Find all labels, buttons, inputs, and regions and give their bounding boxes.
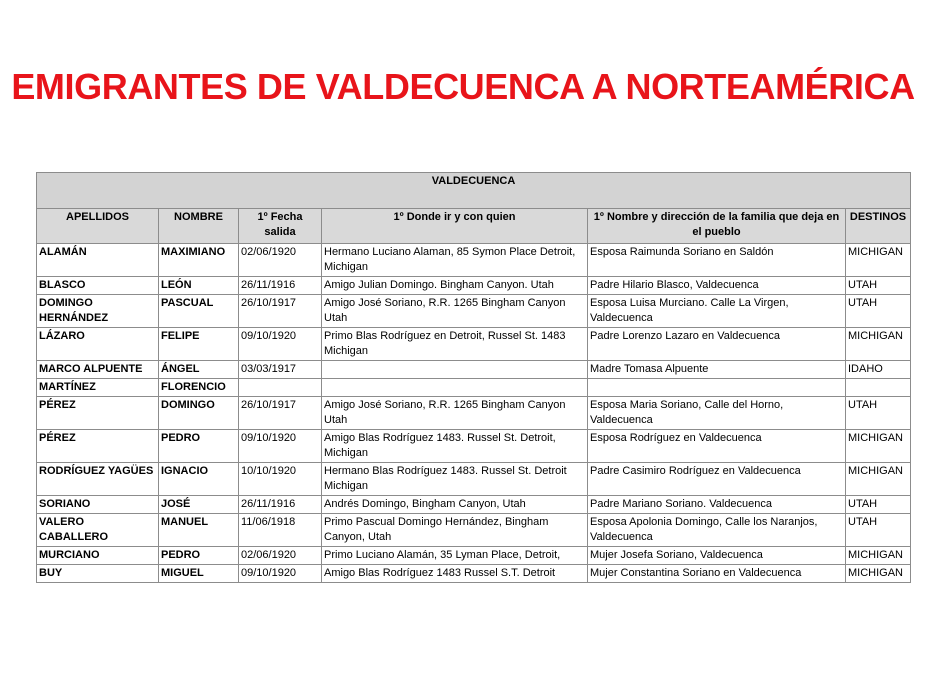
cell-apellidos: BUY [37, 565, 159, 583]
cell-fecha: 11/06/1918 [239, 514, 322, 547]
cell-nombre: MIGUEL [159, 565, 239, 583]
cell-fecha: 26/10/1917 [239, 295, 322, 328]
table-row [37, 463, 911, 496]
cell-apellidos: PÉREZ [37, 397, 159, 430]
cell-nombre: LEÓN [159, 277, 239, 295]
table-row [37, 379, 911, 397]
cell-familia: Padre Lorenzo Lazaro en Valdecuenca [588, 328, 846, 361]
header-apellidos: APELLIDOS [37, 209, 159, 244]
cell-nombre: PEDRO [159, 430, 239, 463]
cell-familia: Esposa Maria Soriano, Calle del Horno, Valdecuenca [588, 397, 846, 430]
cell-nombre: IGNACIO [159, 463, 239, 496]
cell-apellidos: ALAMÁN [37, 244, 159, 277]
cell-nombre: MANUEL [159, 514, 239, 547]
cell-familia: Padre Hilario Blasco, Valdecuenca [588, 277, 846, 295]
cell-familia: Esposa Apolonia Domingo, Calle los Naranjos, Valdecuenca [588, 514, 846, 547]
header-familia: 1º Nombre y dirección de la familia que deja en el pueblo [588, 209, 846, 244]
cell-donde: Primo Blas Rodríguez en Detroit, Russel St. 1483 Michigan [322, 328, 588, 361]
cell-donde: Amigo José Soriano, R.R. 1265 Bingham Canyon Utah [322, 295, 588, 328]
cell-familia: Esposa Luisa Murciano. Calle La Virgen, Valdecuenca [588, 295, 846, 328]
cell-donde: Amigo Blas Rodríguez 1483 Russel S.T. Detroit [322, 565, 588, 583]
cell-apellidos: MARCO ALPUENTE [37, 361, 159, 379]
cell-nombre: PASCUAL [159, 295, 239, 328]
cell-destino: MICHIGAN [846, 565, 911, 583]
cell-nombre: DOMINGO [159, 397, 239, 430]
section-header: VALDECUENCA [37, 173, 911, 209]
cell-apellidos: SORIANO [37, 496, 159, 514]
cell-donde: Primo Luciano Alamán, 35 Lyman Place, Detroit, [322, 547, 588, 565]
cell-donde: Andrés Domingo, Bingham Canyon, Utah [322, 496, 588, 514]
cell-destino: MICHIGAN [846, 244, 911, 277]
table-row [37, 295, 911, 328]
cell-nombre: FLORENCIO [159, 379, 239, 397]
table-row [37, 397, 911, 430]
cell-nombre: ÁNGEL [159, 361, 239, 379]
cell-fecha [239, 379, 322, 397]
cell-familia: Padre Mariano Soriano. Valdecuenca [588, 496, 846, 514]
cell-apellidos: VALERO CABALLERO [37, 514, 159, 547]
cell-donde: Primo Pascual Domingo Hernández, Bingham Canyon, Utah [322, 514, 588, 547]
cell-destino: UTAH [846, 277, 911, 295]
cell-destino: UTAH [846, 397, 911, 430]
cell-familia: Padre Casimiro Rodríguez en Valdecuenca [588, 463, 846, 496]
cell-fecha: 09/10/1920 [239, 430, 322, 463]
table-row [37, 514, 911, 547]
cell-fecha: 02/06/1920 [239, 547, 322, 565]
cell-fecha: 02/06/1920 [239, 244, 322, 277]
cell-donde: Amigo José Soriano, R.R. 1265 Bingham Canyon Utah [322, 397, 588, 430]
cell-apellidos: MARTÍNEZ [37, 379, 159, 397]
cell-familia: Mujer Josefa Soriano, Valdecuenca [588, 547, 846, 565]
cell-destino: UTAH [846, 295, 911, 328]
table-row [37, 361, 911, 379]
table-row [37, 277, 911, 295]
cell-apellidos: LÁZARO [37, 328, 159, 361]
header-donde: 1º Donde ir y con quien [322, 209, 588, 244]
cell-destino: MICHIGAN [846, 547, 911, 565]
cell-destino: UTAH [846, 496, 911, 514]
cell-nombre: FELIPE [159, 328, 239, 361]
cell-destino: MICHIGAN [846, 463, 911, 496]
table-row [37, 244, 911, 277]
cell-fecha: 26/11/1916 [239, 277, 322, 295]
header-destinos: DESTINOS [846, 209, 911, 244]
cell-familia: Mujer Constantina Soriano en Valdecuenca [588, 565, 846, 583]
cell-familia: Esposa Raimunda Soriano en Saldón [588, 244, 846, 277]
cell-donde [322, 379, 588, 397]
cell-donde: Amigo Julian Domingo. Bingham Canyon. Utah [322, 277, 588, 295]
cell-donde [322, 361, 588, 379]
cell-destino: UTAH [846, 514, 911, 547]
cell-apellidos: RODRÍGUEZ YAGÜES [37, 463, 159, 496]
cell-fecha: 09/10/1920 [239, 565, 322, 583]
table-row [37, 496, 911, 514]
cell-fecha: 09/10/1920 [239, 328, 322, 361]
cell-donde: Hermano Blas Rodríguez 1483. Russel St. Detroit Michigan [322, 463, 588, 496]
header-fecha: 1º Fecha salida [239, 209, 322, 244]
cell-destino: MICHIGAN [846, 430, 911, 463]
table-row [37, 430, 911, 463]
cell-nombre: PEDRO [159, 547, 239, 565]
cell-familia [588, 379, 846, 397]
cell-familia: Madre Tomasa Alpuente [588, 361, 846, 379]
page-title: EMIGRANTES DE VALDECUENCA A NORTEAMÉRICA [11, 66, 915, 107]
cell-fecha: 26/10/1917 [239, 397, 322, 430]
table-row [37, 547, 911, 565]
cell-destino: MICHIGAN [846, 328, 911, 361]
cell-familia: Esposa Rodríguez en Valdecuenca [588, 430, 846, 463]
cell-fecha: 10/10/1920 [239, 463, 322, 496]
header-nombre: NOMBRE [159, 209, 239, 244]
cell-apellidos: PÉREZ [37, 430, 159, 463]
cell-destino [846, 379, 911, 397]
cell-apellidos: BLASCO [37, 277, 159, 295]
cell-donde: Amigo Blas Rodríguez 1483. Russel St. Detroit, Michigan [322, 430, 588, 463]
cell-apellidos: DOMINGO HERNÁNDEZ [37, 295, 159, 328]
cell-apellidos: MURCIANO [37, 547, 159, 565]
cell-destino: IDAHO [846, 361, 911, 379]
emigrants-table [36, 172, 911, 583]
cell-nombre: MAXIMIANO [159, 244, 239, 277]
cell-fecha: 26/11/1916 [239, 496, 322, 514]
cell-fecha: 03/03/1917 [239, 361, 322, 379]
cell-donde: Hermano Luciano Alaman, 85 Symon Place Detroit, Michigan [322, 244, 588, 277]
table-row [37, 565, 911, 583]
table-row [37, 328, 911, 361]
cell-nombre: JOSÉ [159, 496, 239, 514]
